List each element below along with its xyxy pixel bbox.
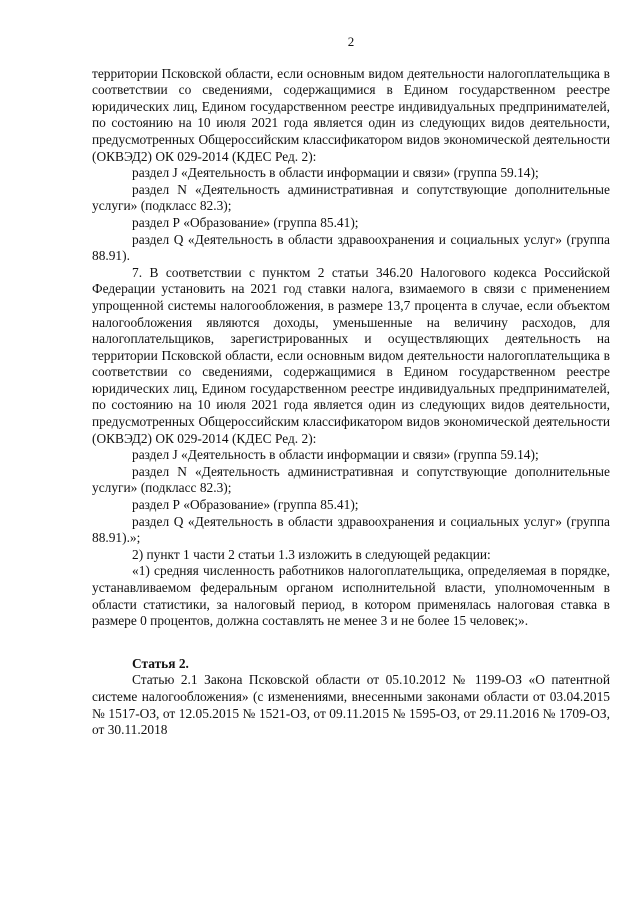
list-item-section-p-2: раздел Р «Образование» (группа 85.41);: [132, 497, 359, 513]
paragraph-amendment-2: 2) пункт 1 части 2 статьи 1.3 изложить в следующей редакции:: [132, 546, 491, 562]
list-item-section-p: раздел Р «Образование» (группа 85.41);: [132, 214, 359, 230]
list-item-section-n-2: раздел N «Деятельность административная и сопутствующие дополнительные услуги» (подкласс 82.3);: [92, 463, 610, 496]
list-item-section-q-2: раздел Q «Деятельность в области здравоохранения и социальных услуг» (группа 88.91).»;: [92, 513, 610, 546]
list-item-section-j-2: раздел J «Деятельность в области информации и связи» (группа 59.14);: [132, 447, 539, 463]
paragraph-item-7: 7. В соответствии с пунктом 2 статьи 346.20 Налогового кодекса Российской Федерации установить на 2021 год ставки налога, взимаемого в связи с применением упрощенной системы налогообложения, в размере 13,7 процента в случае, если объектом налогообложения являются доходы, уменьшенные на величину расходов, для налогоплательщиков, зарегистрированных и осуществляющих деятельность на территории Псковской области, если основным видом деятельности налогоплательщика в соответствии со сведениями, содержащимися в Едином государственном реестре юридических лиц, Едином государственном реестре индивидуальных предпринимателей, по состоянию на 10 июля 2021 года является один из следующих видов деятельности, предусмотренных Общероссийским классификатором видов экономической деятельности (ОКВЭД2) ОК 029-2014 (КДЕС Ред. 2):: [92, 264, 610, 446]
paragraph-quoted-text: «1) средняя численность работников налогоплательщика, определяемая в порядке, устанавливаемом федеральным органом исполнительной власти, уполномоченным в области статистики, за налоговый период, в котором применялась налоговая ставка в размере 0 процентов, должна составлять не менее 3 и не более 15 человек;».: [92, 563, 610, 629]
list-item-section-q: раздел Q «Деятельность в области здравоохранения и социальных услуг» (группа 88.91).: [92, 231, 610, 264]
article-heading: Статья 2.: [132, 655, 189, 671]
list-item-section-n: раздел N «Деятельность административная и сопутствующие дополнительные услуги» (подкласс 82.3);: [92, 181, 610, 214]
article-paragraph: Статью 2.1 Закона Псковской области от 05.10.2012 № 1199-ОЗ «О патентной системе налогообложения» (с изменениями, внесенными законами области от 03.04.2015 № 1517-ОЗ, от 12.05.2015 № 1521-ОЗ, от 09.11.2015 № 1595-ОЗ, от 29.11.2016 № 1709-ОЗ, от 30.11.2018: [92, 672, 610, 738]
paragraph-continuation: территории Псковской области, если основным видом деятельности налогоплательщика в соответствии со сведениями, содержащимися в Едином государственном реестре юридических лиц, Едином государственном реестре индивидуальных предпринимателей, по состоянию на 10 июля 2021 года является один из следующих видов деятельности, предусмотренных Общероссийским классификатором видов экономической деятельности (ОКВЭД2) ОК 029-2014 (КДЕС Ред. 2):: [92, 65, 610, 164]
page-number: 2: [347, 34, 355, 49]
list-item-section-j: раздел J «Деятельность в области информации и связи» (группа 59.14);: [132, 165, 539, 181]
